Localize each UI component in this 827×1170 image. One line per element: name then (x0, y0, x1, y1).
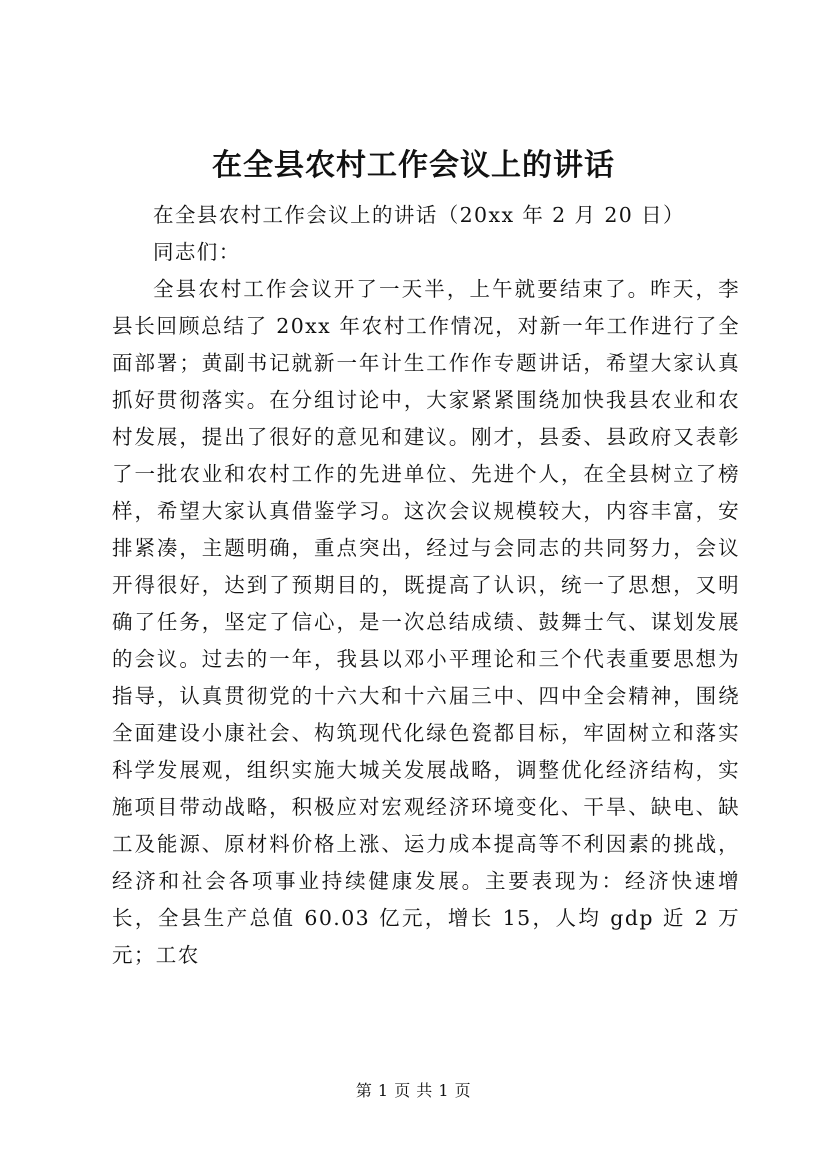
body-paragraph: 全县农村工作会议开了一天半，上午就要结束了。昨天，李县长回顾总结了 20xx 年农村工作情况，对新一年工作进行了全面部署；黄副书记就新一年计生工作作专题讲话，希望大家认真抓好贯彻落实。在分组讨论中，大家紧紧围绕加快我县农业和农村发展，提出了很好的意见和建议。刚才，县委、县政府又表彰了一批农业和农村工作的先进单位、先进个人，在全县树立了榜样，希望大家认真借鉴学习。这次会议规模较大，内容丰富，安排紧凑，主题明确，重点突出，经过与会同志的共同努力，会议开得很好，达到了预期目的，既提高了认识，统一了思想，又明确了任务，坚定了信心，是一次总结成绩、鼓舞士气、谋划发展的会议。过去的一年，我县以邓小平理论和三个代表重要思想为指导，认真贯彻党的十六大和十六届三中、四中全会精神，围绕全面建设小康社会、构筑现代化绿色瓷都目标，牢固树立和落实科学发展观，组织实施大城关发展战略，调整优化经济结构，实施项目带动战略，积极应对宏观经济环境变化、干旱、缺电、缺工及能源、原材料价格上涨、运力成本提高等不利因素的挑战，经济和社会各项事业持续健康发展。主要表现为：经济快速增长，全县生产总值 60.03 亿元，增长 15，人均 gdp 近 2 万元；工农 (112, 277, 740, 967)
document-title: 在全县农村工作会议上的讲话 (212, 148, 615, 183)
salutation: 同志们： (153, 240, 241, 264)
document-body (112, 197, 740, 974)
subtitle-line: 在全县农村工作会议上的讲话（20xx 年 2 月 20 日） (153, 203, 685, 227)
page-footer: 第 1 页 共 1 页 (355, 1081, 472, 1100)
